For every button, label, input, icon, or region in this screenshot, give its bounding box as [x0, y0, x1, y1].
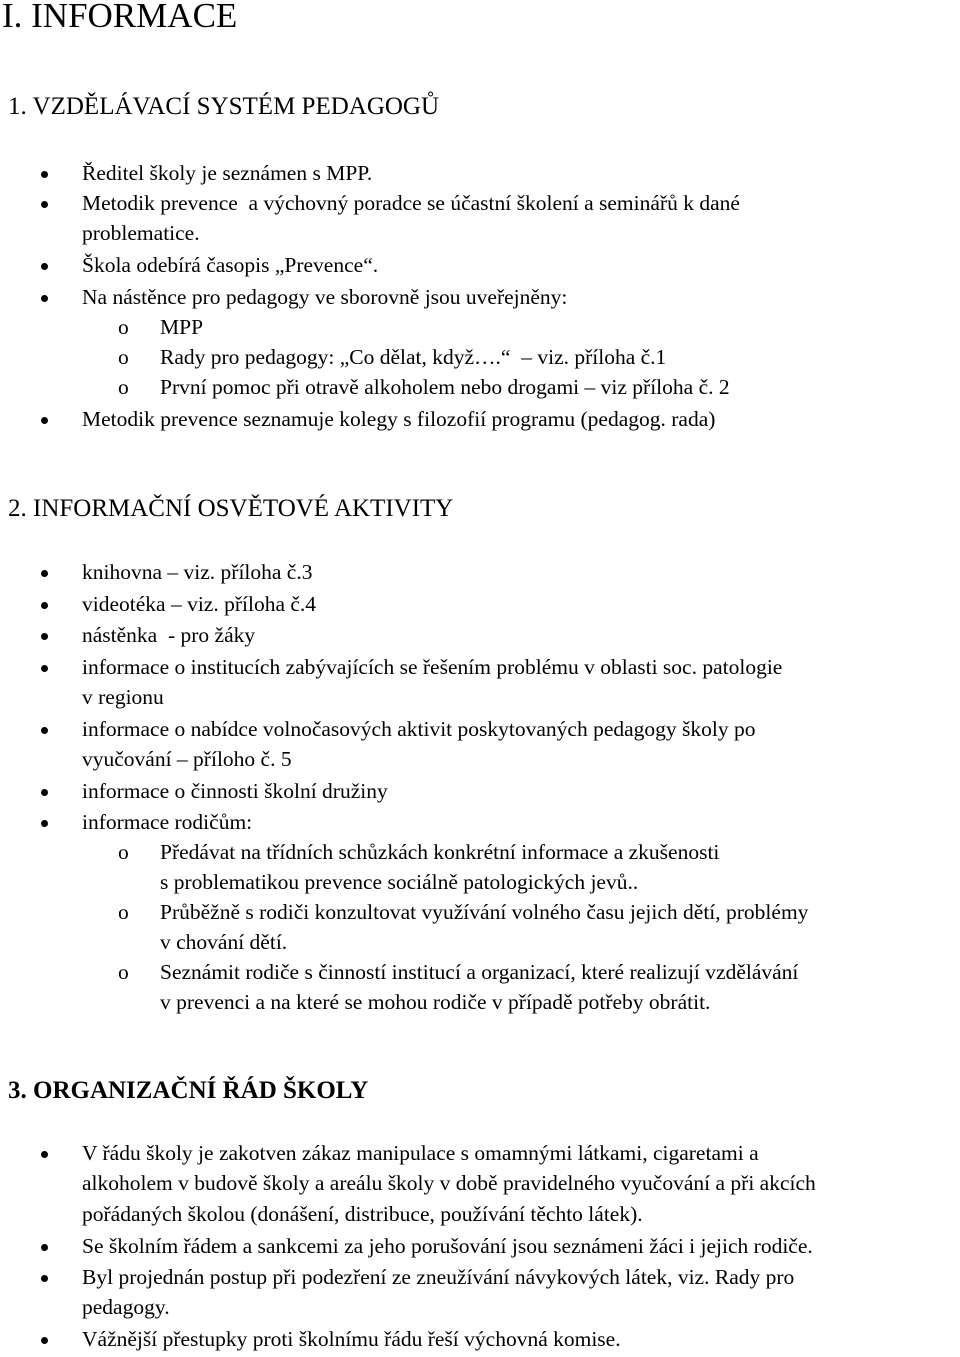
sub-bullet-marker: o [118, 840, 129, 864]
list-item-text: Škola odebírá časopis „Prevence“. [82, 253, 379, 277]
bullet-icon [41, 1337, 48, 1344]
sub-list-item-text: Rady pro pedagogy: „Co dělat, když….“ – viz. příloha č.1 [160, 345, 667, 369]
list-item-text: videotéka – viz. příloha č.4 [82, 592, 317, 616]
bullet-icon [41, 570, 48, 577]
bullet-icon [41, 602, 48, 609]
list-item-text: nástěnka - pro žáky [82, 623, 256, 647]
list-item-text: informace o činnosti školní družiny [82, 779, 388, 803]
bullet-icon [41, 1244, 48, 1251]
bullet-icon [41, 727, 48, 734]
bullet-icon [41, 171, 48, 178]
list-item-text: Ředitel školy je seznámen s MPP. [82, 161, 373, 185]
bullet-icon [41, 820, 48, 827]
list-item-text: V řádu školy je zakotven zákaz manipulace s omamnými látkami, cigaretami a [82, 1141, 759, 1165]
sub-list-item-text: Seznámit rodiče s činností institucí a organizací, které realizují vzdělávání [160, 960, 799, 984]
list-item-text: Metodik prevence a výchovný poradce se účastní školení a seminářů k dané [82, 191, 740, 215]
sub-list-item-text: MPP [160, 315, 204, 339]
list-item-text: knihovna – viz. příloha č.3 [82, 560, 313, 584]
list-item-text: vyučování – příloho č. 5 [82, 747, 292, 771]
list-item-text: Vážnější přestupky proti školnímu řádu řeší výchovná komise. [82, 1327, 621, 1351]
sub-bullet-marker: o [118, 960, 129, 984]
sub-bullet-marker: o [118, 345, 129, 369]
bullet-icon [41, 417, 48, 424]
section-heading-2: 2. INFORMAČNÍ OSVĚTOVÉ AKTIVITY [8, 495, 454, 522]
list-item-text: Metodik prevence seznamuje kolegy s filozofií programu (pedagog. rada) [82, 407, 716, 431]
sub-list-item-text: v chování dětí. [160, 930, 288, 954]
bullet-icon [41, 633, 48, 640]
sub-list-item-text: s problematikou prevence sociálně patologických jevů.. [160, 870, 639, 894]
section-heading-3: 3. ORGANIZAČNÍ ŘÁD ŠKOLY [8, 1077, 369, 1104]
list-item-text: informace o institucích zabývajících se řešením problému v oblasti soc. patologie [82, 655, 783, 679]
list-item-text: informace o nabídce volnočasových aktivit poskytovaných pedagogy školy po [82, 717, 756, 741]
sub-bullet-marker: o [118, 315, 129, 339]
bullet-icon [41, 665, 48, 672]
sub-list-item-text: Průběžně s rodiči konzultovat využívání volného času jejich dětí, problémy [160, 900, 809, 924]
section-heading-1: 1. VZDĚLÁVACÍ SYSTÉM PEDAGOGŮ [8, 93, 440, 120]
list-item-text: pořádaných školou (donášení, distribuce, používání těchto látek). [82, 1202, 643, 1226]
sub-list-item-text: Předávat na třídních schůzkách konkrétní informace a zkušenosti [160, 840, 720, 864]
list-item-text: Se školním řádem a sankcemi za jeho porušování jsou seznámeni žáci i jejich rodiče. [82, 1234, 813, 1258]
bullet-icon [41, 295, 48, 302]
list-item-text: alkoholem v budově školy a areálu školy v době pravidelného vyučování a při akcích [82, 1171, 816, 1195]
list-item-text: informace rodičům: [82, 810, 253, 834]
list-item-text: v regionu [82, 685, 164, 709]
bullet-icon [41, 1151, 48, 1158]
bullet-icon [41, 789, 48, 796]
bullet-icon [41, 263, 48, 270]
list-item-text: Na nástěnce pro pedagogy ve sborovně jsou uveřejněny: [82, 285, 568, 309]
list-item-text: pedagogy. [82, 1295, 170, 1319]
page-title: I. INFORMACE [2, 0, 238, 35]
sub-bullet-marker: o [118, 375, 129, 399]
sub-list-item-text: v prevenci a na které se mohou rodiče v případě potřeby obrátit. [160, 990, 711, 1014]
list-item-text: Byl projednán postup při podezření ze zneužívání návykových látek, viz. Rady pro [82, 1265, 795, 1289]
bullet-icon [41, 201, 48, 208]
sub-bullet-marker: o [118, 900, 129, 924]
sub-list-item-text: První pomoc při otravě alkoholem nebo drogami – viz příloha č. 2 [160, 375, 730, 399]
list-item-text: problematice. [82, 221, 200, 245]
bullet-icon [41, 1275, 48, 1282]
